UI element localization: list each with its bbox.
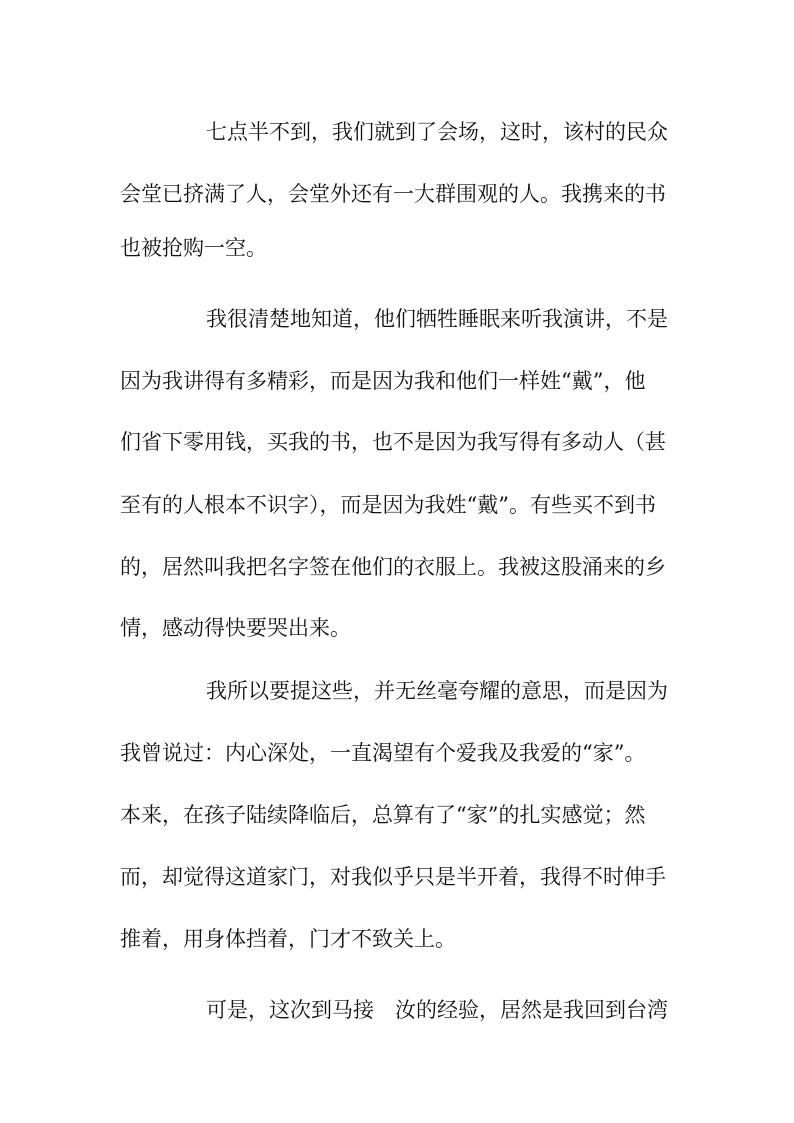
paragraph-1-line-2: 会堂已挤满了人，会堂外还有一大群围观的人。我携来的书 — [120, 182, 666, 206]
paragraph-2-line-4: 至有的人根本不识字），而是因为我姓“戴”。有些买不到书 — [120, 493, 656, 517]
paragraph-3-line-4: 而，却觉得这道家门，对我似乎只是半开着，我得不时伸手 — [120, 865, 666, 889]
paragraph-2-line-6: 情，感动得快要哭出来。 — [120, 616, 351, 640]
paragraph-2-line-5: 的，居然叫我把名字签在他们的衣服上。我被这股涌来的乡 — [120, 555, 666, 579]
paragraph-2-line-3: 们省下零用钱，买我的书，也不是因为我写得有多动人（甚 — [120, 430, 666, 454]
paragraph-3-line-5: 推着，用身体挡着，门才不致关上。 — [120, 927, 456, 951]
paragraph-1-line-1: 七点半不到，我们就到了会场，这时，该村的民众 — [206, 120, 668, 144]
paragraph-3-line-3: 本来，在孩子陆续降临后，总算有了“家”的扎实感觉；然 — [120, 803, 646, 827]
paragraph-4-line-1: 可是，这次到马接 汝的经验，居然是我回到台湾 — [206, 998, 668, 1022]
paragraph-2-line-1: 我很清楚地知道，他们牺牲睡眠来听我演讲，不是 — [206, 307, 668, 331]
paragraph-3-line-1: 我所以要提这些，并无丝毫夸耀的意思，而是因为 — [206, 679, 668, 703]
paragraph-2-line-2: 因为我讲得有多精彩，而是因为我和他们一样姓“戴”，他 — [120, 369, 646, 393]
paragraph-1-line-3: 也被抢购一空。 — [120, 236, 267, 260]
paragraph-3-line-2: 我曾说过：内心深处，一直渴望有个爱我及我爱的“家”。 — [120, 741, 646, 765]
